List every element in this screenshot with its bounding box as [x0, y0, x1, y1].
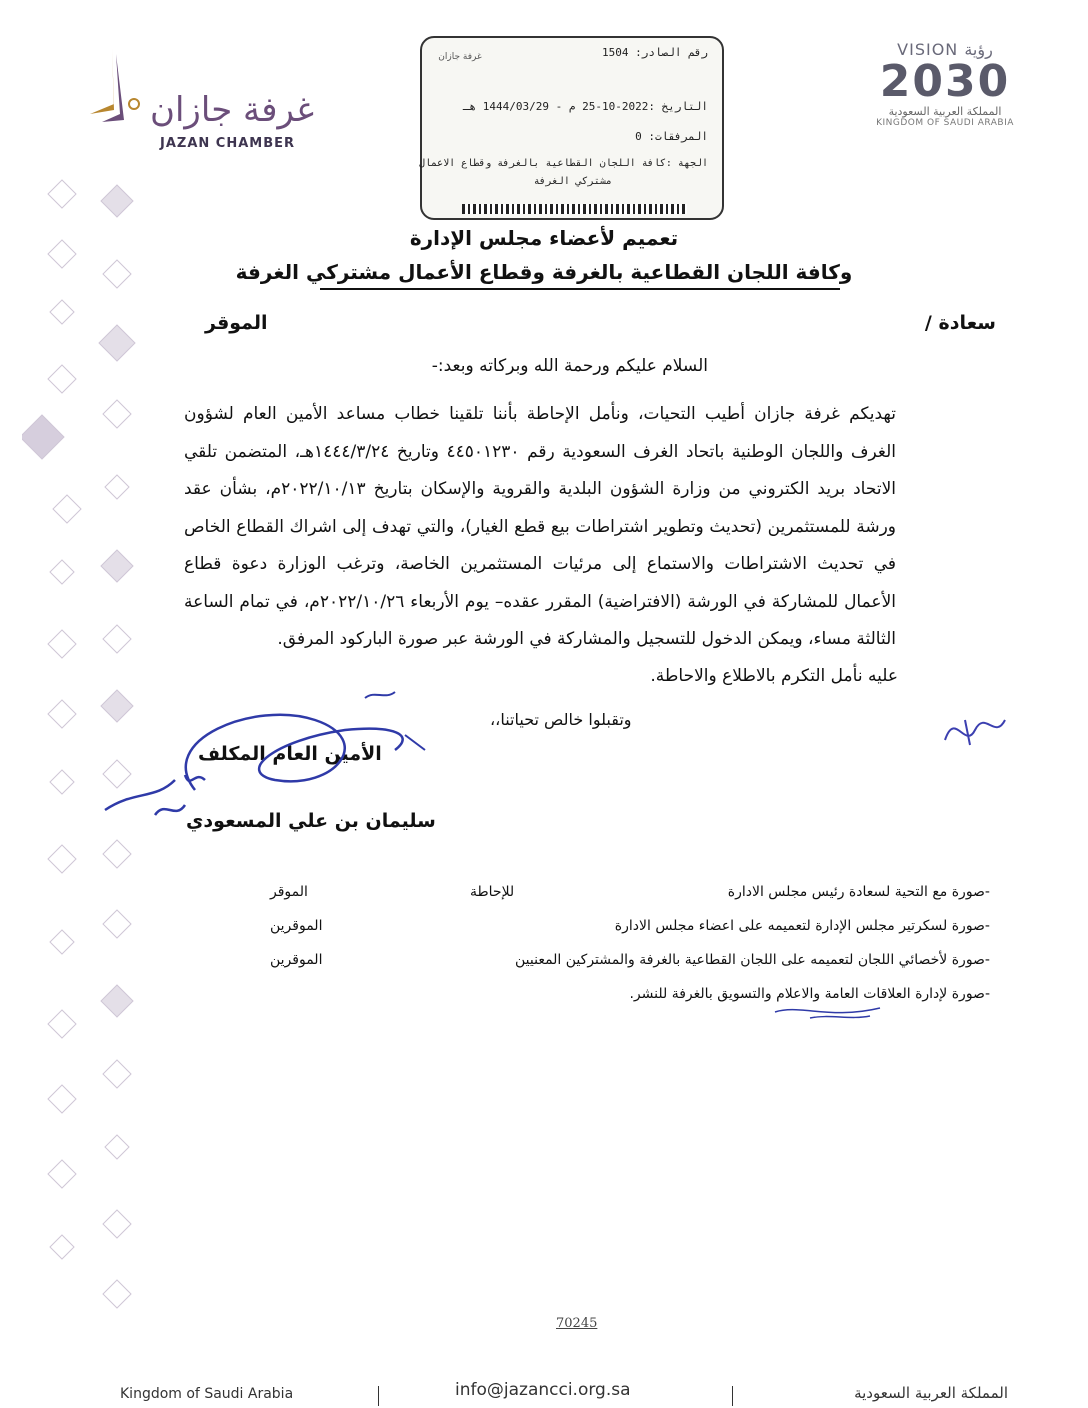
footer-email[interactable]: info@jazancci.org.sa	[455, 1380, 631, 1400]
cc-honorific: الموقر	[270, 884, 308, 900]
document-number: 70245	[556, 1316, 598, 1331]
cc-text: -صورة لأخصائي اللجان لتعميمه على اللجان القطاعية بالغرفة والمشتركين المعنيين	[514, 952, 990, 968]
jazan-chamber-logo-icon	[80, 44, 150, 134]
cc-note: للإحاطة	[470, 884, 515, 900]
cc-line	[270, 884, 990, 908]
cc-text: -صورة لسكرتير مجلس الإدارة لتعميمه على اعضاء مجلس الادارة	[614, 918, 990, 934]
vision-2030-logo	[860, 40, 1030, 140]
stamp-attachments: المرفقات: 0	[635, 130, 708, 143]
stamp-party-line2: مشتركي الغرفة	[533, 176, 612, 187]
outgoing-stamp	[420, 36, 724, 220]
closing-line: عليه نأمل التكرم بالاطلاع والاحاطة.	[650, 666, 898, 686]
stamp-date: التاريخ :2022-10-25 م - 1444/03/29 هـ	[462, 100, 708, 113]
cc-text: -صورة لإدارة العلاقات العامة والاعلام والتسويق بالغرفة للنشر.	[629, 986, 990, 1002]
footer-country-en: Kingdom of Saudi Arabia	[120, 1386, 294, 1402]
cc-line	[270, 918, 990, 942]
cc-honorific: الموقرين	[270, 952, 323, 968]
footer-separator	[732, 1386, 733, 1406]
letter-title-line1: تعميم لأعضاء مجلس الإدارة	[409, 226, 679, 250]
stamp-logo: غرفة جازان	[438, 52, 482, 62]
stamp-number: رقم الصادر: 1504	[602, 46, 708, 59]
logo-english-name: JAZAN CHAMBER	[160, 136, 296, 151]
thanks-line: وتقبلوا خالص تحياتنا،،	[490, 710, 632, 729]
salutation-honorific: الموقر	[205, 312, 268, 334]
stamp-barcode	[462, 204, 687, 214]
letter-body: تهديكم غرفة جازان أطيب التحيات، ونأمل الإحاطة بأننا تلقينا خطاب مساعد الأمين العام لشؤون الغرف واللجان الوطنية باتحاد الغرف السعودية رقم ٤٤٥٠١٢٣٠ وتاريخ ١٤٤٤/٣/٢٤هـ، المتضمن تلقي الاتحاد بريد الكتروني من وزارة الشؤون البلدية والقروية والإسكان بتاريخ ٢٠٢٢/١٠/١٣م، بشأن عقد ورشة للمستثمرين (تحديث وتطوير اشتراطات بيع قطع الغيار)، والتي تهدف إلى اشراك القطاع الخاص في تحديث الاشتراطات والاستماع إلى مرئيات المستثمرين الخاصة، وترغب الوزارة دعوة قطاع الأعمال للمشاركة في الورشة (الافتراضية) المقرر عقده– يوم الأربعاء ٢٠٢٢/١٠/٢٦م، في تمام الساعة الثالثة مساء، ويمكن الدخول للتسجيل والمشاركة في الورشة عبر صورة الباركود المرفق.	[184, 404, 896, 649]
signatory-name: سليمان بن علي المسعودي	[186, 810, 436, 832]
greeting: السلام عليكم ورحمة الله وبركاته وبعد:-	[431, 356, 708, 376]
letter-title-line2: وكافة اللجان القطاعية بالغرفة وقطاع الأعمال مشتركي الغرفة	[235, 260, 853, 284]
signature-icon	[95, 680, 445, 840]
vision-year: 2030	[879, 56, 1011, 107]
signatory-title: الأمين العام المكلف	[198, 743, 382, 765]
cc-scribble-icon	[770, 1000, 890, 1024]
vision-kingdom-en: KINGDOM OF SAUDI ARABIA	[876, 118, 1014, 128]
footer-country-ar: المملكة العربية السعودية	[854, 1384, 1008, 1402]
salutation: سعادة /	[924, 312, 996, 334]
stamp-party-line1: الجهة :كافة اللجان القطاعية بالغرفة وقطاع الاعمال	[419, 158, 708, 169]
cc-honorific: الموقرين	[270, 918, 323, 934]
initials-scribble-icon	[935, 700, 1015, 760]
vision-kingdom-ar: المملكة العربية السعودية	[888, 105, 1002, 118]
footer-separator	[378, 1386, 379, 1406]
cc-text: -صورة مع التحية لسعادة رئيس مجلس الادارة	[727, 884, 990, 900]
vision-label: VISION رؤية	[897, 40, 993, 59]
title-underline	[320, 288, 840, 290]
logo-arabic-name: غرفة جازان	[150, 90, 315, 130]
cc-line	[270, 952, 990, 976]
